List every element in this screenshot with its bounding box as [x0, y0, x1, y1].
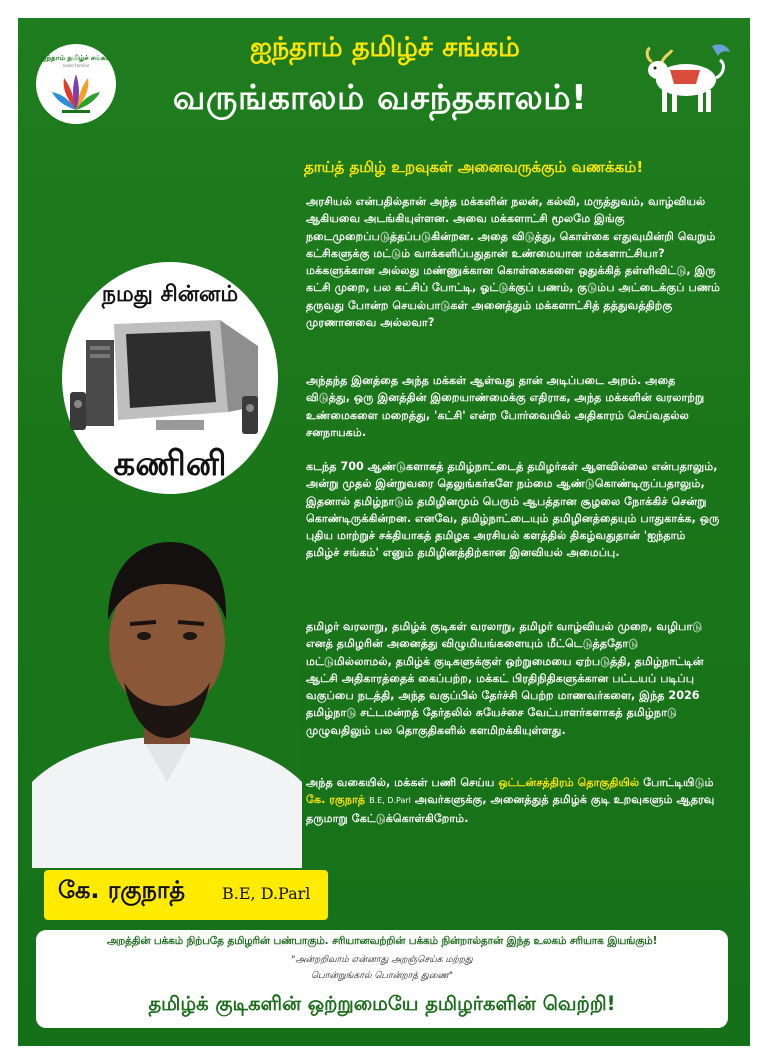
closing-candidate: கே. ரகுநாத் [306, 793, 366, 807]
header-subtitle: ஐந்தாம் தமிழ்ச் சங்கம் [250, 32, 520, 63]
candidate-degree: B.E, D.Parl [222, 884, 311, 903]
closing-pre: அந்த வகையில், மக்கள் பணி செய்ய [306, 776, 499, 789]
paragraph-3: கடந்த 700 ஆண்டுகளாகத் தமிழ்நாட்டைத் தமிழர்கள் ஆளவில்லை என்பதாலும், அன்று முதல் இன்றுவரை தெலுங்கர்களே நம்மை ஆண்டுகொண்டிருப்பதாலும், இதனால் தமிழ்நாடும் தமிழினமும் பெரும் ஆபத்தான சூழலை நோக்கிச் சென்று கொண்டிருக்கின்றன. எனவே, தமிழ்நாட்டையும் தமிழினத்தையும் பாதுகாக்க, ஒரு புதிய மாற்றுச் சக்தியாகத் தமிழக அரசியல் களத்தில் திகழ்வதுதான் 'ஐந்தாம் தமிழ்ச் சங்கம்' எனும் தமிழினத்திற்கான இனவியல் அமைப்பு. [306, 460, 720, 560]
footer-line: அறத்தின் பக்கம் நிற்பதே தமிழரின் பண்பாகும். சரியானவற்றின் பக்கம் நின்றால்தான் இந்த உலகம் சரியாக இயங்கும்! [106, 935, 658, 947]
bull-icon [640, 40, 732, 120]
closing-constituency: ஒட்டன்சத்திரம் தொகுதியில் [498, 776, 640, 789]
symbol-name: கணினி [113, 444, 227, 484]
footer-quote-line-1: "அன்றறிவாம் என்னாது அறஞ்செய்க மற்றது [291, 955, 473, 965]
logo-subtitle: naam tamilar [62, 63, 90, 68]
greeting-heading: தாய்த் தமிழ் உறவுகள் அனைவருக்கும் வணக்கம்! [304, 158, 644, 176]
closing-paragraph [306, 774, 722, 827]
paragraph-1: அரசியல் என்பதில்தான் அந்த மக்களின் நலன், கல்வி, மருத்துவம், வாழ்வியல் ஆகியவை அடங்கியுள்ளன. அவை மக்களாட்சி மூலமே இங்கு நடைமுறைப்படுத்தப்படுகின்றன. அதை விடுத்து, கொள்கை எதுவுமின்றி வெறும் கட்சிகளுக்கு மட்டும் வாக்களிப்பதுதான் உண்மையான மக்களாட்சியா? மக்களுக்கான அல்லது மண்ணுக்கான கொள்கைகளை ஒதுக்கித் தள்ளிவிட்டு, இரு கட்சி முறை, பல கட்சிப் போட்டி, ஓட்டுக்குப் பணம், குடும்ப அட்டைக்குப் பணம் தருவது போன்ற செயல்பாடுகள் அனைத்தும் மக்களாட்சித் தத்துவத்திற்கு முரணானவை அல்லவா? [306, 195, 721, 330]
footer-slogan: தமிழ்க் குடிகளின் ஒற்றுமையே தமிழர்களின் வெற்றி! [148, 992, 616, 1015]
symbol-label: நமது சின்னம் [101, 282, 239, 307]
candidate-name: கே. ரகுநாத் [58, 876, 186, 904]
lotus-icon [50, 70, 102, 116]
computer-icon [70, 316, 270, 442]
paragraph-4: தமிழர் வரலாறு, தமிழ்க் குடிகள் வரலாறு, தமிழர் வாழ்வியல் முறை, வழிபாடு எனத் தமிழரின் அனைத்து விழுமியங்களையும் மீட்டெடுத்ததோடு மட்டுமில்லாமல், தமிழ்க் குடிகளுக்குள் ஒற்றுமையை ஏற்படுத்தி, தமிழ்நாட்டின் ஆட்சி அதிகாரத்தைக் கைப்பற்ற, மக்கட் பிரதிநிதிகளுக்கான பட்டயப் படிப்பு வகுப்பை நடத்தி, அந்த வகுப்பில் தேர்ச்சி பெற்ற மாணவர்களை, இந்த 2026 தமிழ்நாடு சட்டமன்றத் தேர்தலில் சுயேச்சை வேட்பாளர்களாகத் தமிழ்நாடு முழுவதிலும் பல தொகுதிகளில் களமிறக்கியுள்ளது. [306, 620, 704, 737]
footer-quote-line-2: பொன்றுங்கால் பொன்றாத் துணை" [311, 971, 453, 981]
closing-degree: B.E, D.Parl [369, 796, 411, 806]
closing-mid: போட்டியிடும் [639, 776, 714, 789]
party-logo [36, 44, 116, 124]
header-title: வருங்காலம் வசந்தகாலம்! [172, 78, 588, 118]
paragraph-2: அந்தந்த இனத்தை அந்த மக்கள் ஆள்வது தான் அடிப்படை அறம். அதை விடுத்து, ஒரு இனத்தின் இறையாண்மைக்கு எதிராக, அந்த மக்களின் வரலாற்று உண்மைகளை மறைத்து, 'கட்சி' என்ற போர்வையில் அதிகாரம் செய்வதல்ல சனநாயகம். [306, 374, 705, 439]
logo-title: ஐந்தாம் தமிழ்ச் சங்கம் [41, 54, 111, 62]
candidate-photo [32, 532, 302, 868]
closing-post: அவர்களுக்கு, அனைத்துத் தமிழ்க் குடி உறவுகளும் ஆதரவு தருமாறு கேட்டுக்கொள்கிறோம். [306, 793, 715, 825]
